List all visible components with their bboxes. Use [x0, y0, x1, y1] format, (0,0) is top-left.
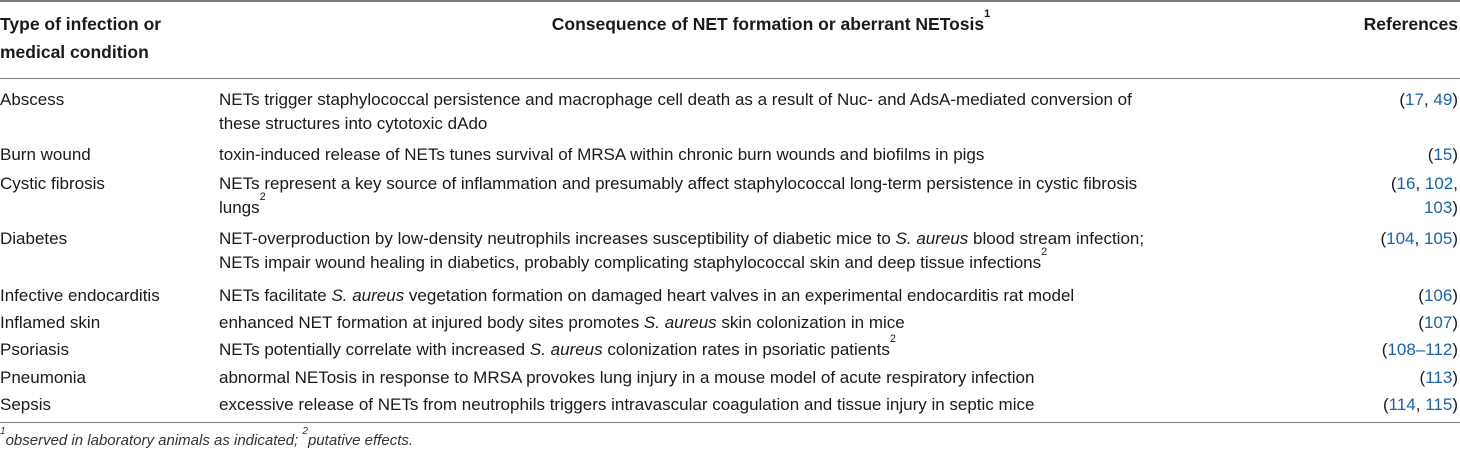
consequence-cell: NETs facilitate S. aureus vegetation formation on damaged heart valves in an experimental endocarditis rat model: [219, 286, 1075, 305]
consequence-cell: NETs represent a key source of inflammation and presumably affect staphylococcal long-term persistence in cystic fibrosis lungs$^2$: [219, 174, 1138, 217]
ref-link[interactable]: 15: [1433, 145, 1453, 164]
header-consequence: Consequence of NET formation or aberrant NETosis$^1$: [551, 8, 991, 34]
ref-link[interactable]: 102: [1424, 174, 1454, 193]
condition-cell: Abscess: [0, 90, 65, 109]
ref-link[interactable]: 104: [1386, 229, 1415, 248]
consequence-cell: abnormal NETosis in response to MRSA provokes lung injury in a mouse model of acute respiratory infection: [219, 368, 1035, 387]
consequence-cell: enhanced NET formation at injured body sites promotes S. aureus skin colonization in mice: [219, 313, 905, 332]
references-cell: (108–112): [1381, 340, 1458, 359]
ref-link[interactable]: 16: [1396, 174, 1416, 193]
references-cell: (107): [1418, 313, 1458, 332]
condition-cell: Pneumonia: [0, 368, 87, 387]
consequence-cell: excessive release of NETs from neutrophils triggers intravascular coagulation and tissue injury in septic mice: [219, 395, 1035, 414]
ref-link[interactable]: 113: [1425, 368, 1453, 387]
consequence-cell: NET-overproduction by low-density neutrophils increases susceptibility of diabetic mice to S. aureus blood stream infection; NETs impair wound healing in diabetics, probably complicating staphylococcal skin and deep tissue infections$^2$: [219, 229, 1145, 272]
ref-link[interactable]: 105: [1423, 229, 1453, 248]
references-cell: (17, 49): [1399, 90, 1458, 109]
ref-link[interactable]: 108–112: [1387, 340, 1453, 359]
ref-link[interactable]: 106: [1423, 286, 1453, 305]
references-cell: (16, 102, 103): [1390, 174, 1458, 217]
ref-link[interactable]: 103: [1423, 197, 1453, 217]
condition-cell: Psoriasis: [0, 340, 69, 359]
consequence-cell: toxin-induced release of NETs tunes survival of MRSA within chronic burn wounds and biofilms in pigs: [219, 145, 985, 164]
table-header-rule: [0, 78, 1460, 79]
ref-link[interactable]: 49: [1433, 90, 1453, 109]
consequence-cell: NETs potentially correlate with increased S. aureus colonization rates in psoriatic patients$^2$: [219, 333, 897, 359]
consequence-cell: NETs trigger staphylococcal persistence and macrophage cell death as a result of Nuc- and AdsA-mediated conversion of these structures into cytotoxic dAdo: [219, 90, 1132, 133]
references-cell: (114, 115): [1382, 395, 1458, 414]
condition-cell: Burn wound: [0, 145, 91, 164]
ref-link[interactable]: 107: [1423, 313, 1453, 332]
references-cell: (113): [1419, 368, 1458, 387]
condition-cell: Sepsis: [0, 395, 52, 414]
ref-link[interactable]: 115: [1425, 395, 1453, 414]
condition-cell: Inflamed skin: [0, 313, 101, 332]
table-footnote: $^1$observed in laboratory animals as indicated; $^2$putative effects.: [0, 426, 414, 449]
condition-cell: Diabetes: [0, 229, 68, 248]
table-top-rule: [0, 0, 1460, 2]
ref-link[interactable]: 17: [1405, 90, 1424, 109]
references-cell: (104, 105): [1380, 229, 1458, 248]
header-condition: Type of infection or medical condition: [0, 14, 162, 62]
condition-cell: Infective endocarditis: [0, 286, 160, 305]
ref-link[interactable]: 114: [1388, 395, 1416, 414]
references-cell: (106): [1418, 286, 1458, 305]
table-bottom-rule: [0, 422, 1460, 423]
condition-cell: Cystic fibrosis: [0, 174, 105, 193]
header-references: References: [1363, 14, 1458, 34]
references-cell: (15): [1427, 145, 1458, 164]
